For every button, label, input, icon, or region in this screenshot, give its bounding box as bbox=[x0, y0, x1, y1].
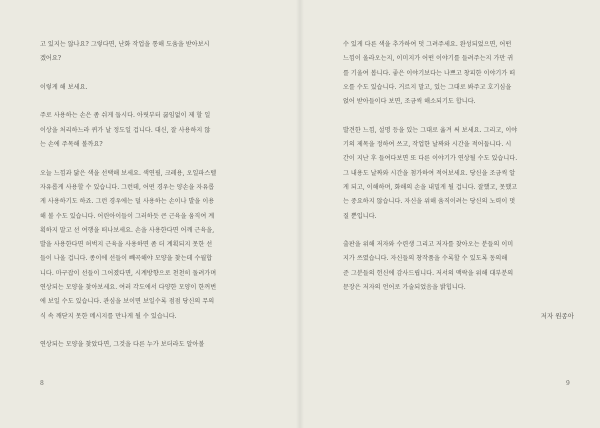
text-line: 기의 제목을 정하여 쓰고, 작업한 날짜와 시간을 적어둡니다. 시 bbox=[343, 141, 512, 149]
text-line: 느낌이 올라오는지, 이미지가 어떤 이야기를 들려주는지 가만 귀 bbox=[343, 55, 514, 63]
text-line: 는 손에 주목해 볼까요? bbox=[40, 141, 103, 149]
paragraph-gap bbox=[40, 324, 271, 338]
paragraph bbox=[343, 124, 574, 224]
left-page-body bbox=[40, 38, 271, 353]
paragraph-gap bbox=[40, 152, 271, 166]
author-signature: 저자 원종아 bbox=[540, 312, 574, 321]
paragraph bbox=[40, 109, 271, 152]
text-line: 준 그분들의 헌신에 감사드립니다. 저서의 맥락을 위해 대부분의 bbox=[343, 269, 514, 277]
text-line: 출판을 위해 저자와 수련생 그리고 저자를 찾아오는 분들의 이미 bbox=[343, 241, 514, 249]
paragraph bbox=[40, 38, 271, 67]
text-line: 자유롭게 사용할 수 있습니다. 그런데, 어떤 경우는 양손을 자유롭 bbox=[40, 183, 215, 191]
text-line: 연상되는 모양을 찾았다면, 그것을 다른 누가 보더라도 알아볼 bbox=[40, 341, 205, 349]
paragraph bbox=[343, 238, 574, 295]
text-line: 식 속 깨닫지 못한 메시지를 만나게 될 수 있습니다. bbox=[40, 312, 177, 320]
text-line: 문장은 저자의 언어로 가술되었음을 밝힙니다. bbox=[343, 284, 466, 292]
right-page bbox=[300, 0, 600, 428]
paragraph-gap bbox=[343, 224, 574, 238]
text-line: 연상되는 모양을 찾아보세요. 여러 각도에서 다양한 모양이 한꺼번 bbox=[40, 284, 217, 292]
text-line: 에 보일 수도 있습니다. 관심을 보이면 보일수록 점점 당신의 무의 bbox=[40, 298, 215, 306]
text-line: 지가 쓰였습니다. 자신들의 창작품을 수록할 수 있도록 동의해 bbox=[343, 255, 508, 263]
text-line: 는 중요하지 않습니다. 자신을 위해 움직이려는 당신의 노력이 멋 bbox=[343, 198, 516, 206]
paragraph-gap bbox=[343, 109, 574, 123]
text-line: 니다. 마구잡이 선들이 그어졌다면, 시계방향으로 천천히 돌려가며 bbox=[40, 269, 217, 277]
paragraph bbox=[343, 38, 574, 109]
text-line: 고 있지는 않나요? 그렇다면, 난화 작업을 통해 도움을 받아보시 bbox=[40, 41, 210, 48]
paragraph-gap bbox=[40, 67, 271, 81]
text-line: 오늘 느낌과 닮은 색을 선택해 보세요. 색연필, 크레용, 오일파스텔 bbox=[40, 169, 217, 177]
text-line: 발견한 느낌, 설명 등을 있는 그대로 옮겨 써 보세요. 그리고, 이야 bbox=[343, 126, 518, 134]
text-line: 그 내용도 날짜와 시간을 첨가하여 적어보세요. 당신을 조금씩 알 bbox=[343, 169, 516, 177]
text-line: 발을 사용한다면 허벅지 근육을 사용하면 좀 더 계획되지 못한 선 bbox=[40, 241, 213, 249]
text-line: 이렇게 해 보세요. bbox=[40, 83, 88, 91]
text-line: 얹어 받아들이다 보면, 조금씩 해소되기도 합니다. bbox=[343, 98, 476, 106]
text-line: 겠어요? bbox=[40, 55, 62, 63]
text-line: 오를 수도 있습니다. 거르지 말고, 있는 그대로 봐주고 호기심을 bbox=[343, 83, 512, 91]
paragraph-gap bbox=[40, 95, 271, 109]
text-line: 수 있게 다른 색을 추가하여 덧 그려주세요. 완성되었으면, 어떤 bbox=[343, 41, 512, 48]
right-page-number: 9 bbox=[566, 380, 570, 387]
text-line: 들이 나올 겁니다. 종이에 선들이 빼곡해야 모양을 찾는데 수월합 bbox=[40, 255, 213, 263]
text-line: 이상을 처리하느라 퀴가 날 정도일 겁니다. 대신, 잘 사용하지 않 bbox=[40, 126, 211, 134]
paragraph bbox=[40, 167, 271, 324]
text-line: 주로 사용하는 손은 좀 쉬게 둡시다. 아릿부터 끓임없이 제 할 일 bbox=[40, 112, 211, 120]
text-line: 게 사용하기도 하죠. 그런 경우에는 덜 사용하는 손이나 발을 이용 bbox=[40, 198, 215, 206]
text-line: 를 기울여 봅니다. 좋은 이야기보다는 나쁘고 창피한 이야기가 떠 bbox=[343, 69, 516, 77]
left-page-number: 8 bbox=[40, 380, 44, 387]
text-line: 게 되고, 이해하며, 화해의 손을 내밀게 될 겁니다. 잘했고, 못했고 bbox=[343, 183, 518, 191]
right-page-body bbox=[343, 38, 574, 324]
text-line: 해 볼 수도 있습니다. 어린아이들이 그러하듯 큰 근육을 움직여 계 bbox=[40, 212, 215, 220]
text-line: 획하지 말고 선 여행을 떠나보세요. 손을 사용한다면 어깨 근육을, bbox=[40, 226, 215, 234]
text-line: 간이 지난 후 들여다보면 또 다른 이야기가 연상될 수도 있습니다. bbox=[343, 155, 518, 163]
paragraph bbox=[40, 81, 271, 95]
text-line: 질 뿐입니다. bbox=[343, 212, 377, 220]
paragraph bbox=[40, 338, 271, 352]
